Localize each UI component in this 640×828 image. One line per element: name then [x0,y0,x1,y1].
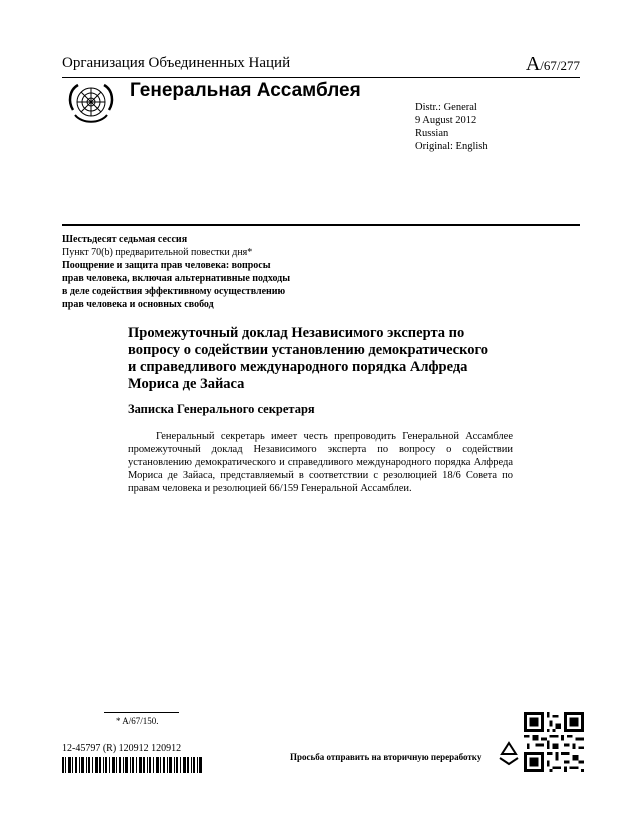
document-number: 12-45797 (R) 120912 120912 [62,743,182,754]
recycle-icon [496,740,522,766]
report-title-line: Промежуточный доклад Независимого эксперта по [128,325,465,341]
thick-rule [62,224,580,226]
symbol-suffix: /67/277 [540,58,580,73]
organization-name: Организация Объединенных Наций [62,55,291,71]
body-paragraph: Генеральный секретарь имеет честь препроводить Генеральной Ассамблее промежуточный доклад Независимого эксперта по вопросу о содействии установлению демократического и справедливого международного порядка Алфреда Мориса де Зайаса, представляемый в соответствии с резолюцией 18/6 Совета по правам человека и резолюцией 66/159 Генеральной Ассамблеи. [128,431,513,494]
original-line: Original: English [415,141,488,152]
distr-line: Distr.: General [415,102,477,113]
qr-code-icon [524,712,584,772]
distribution-block [415,101,488,153]
document-symbol [526,53,580,76]
report-title-line: вопросу о содействии установлению демократического [128,342,489,358]
footnote: * A/67/150. [116,716,159,726]
symbol-prefix: A [525,53,541,75]
footnote-rule [104,712,179,713]
report-title [128,325,518,393]
date-line: 9 August 2012 [415,115,477,126]
agenda-title-line: прав человека и основных свобод [62,299,214,310]
recycle-notice: Просьба отправить на вторичную переработку [290,752,482,762]
note-heading: Записка Генерального секретаря [128,402,315,416]
report-title-line: Мориса де Зайаса [128,376,245,392]
language-line: Russian [415,128,449,139]
agenda-item-line: Пункт 70(b) предварительной повестки дня* [62,247,253,258]
session-block [62,233,352,311]
report-title-line: и справедливого международного порядка Алфреда [128,359,468,375]
agenda-title-line: в деле содействия эффективному осуществлению [62,286,286,297]
un-emblem-icon [64,80,118,130]
agenda-title-line: прав человека, включая альтернативные подходы [62,273,291,284]
header-rule [62,77,580,78]
agenda-title-line: Поощрение и защита прав человека: вопросы [62,260,271,271]
assembly-title: Генеральная Ассамблея [130,80,361,101]
session-line: Шестьдесят седьмая сессия [62,234,188,245]
barcode-icon [62,757,202,773]
